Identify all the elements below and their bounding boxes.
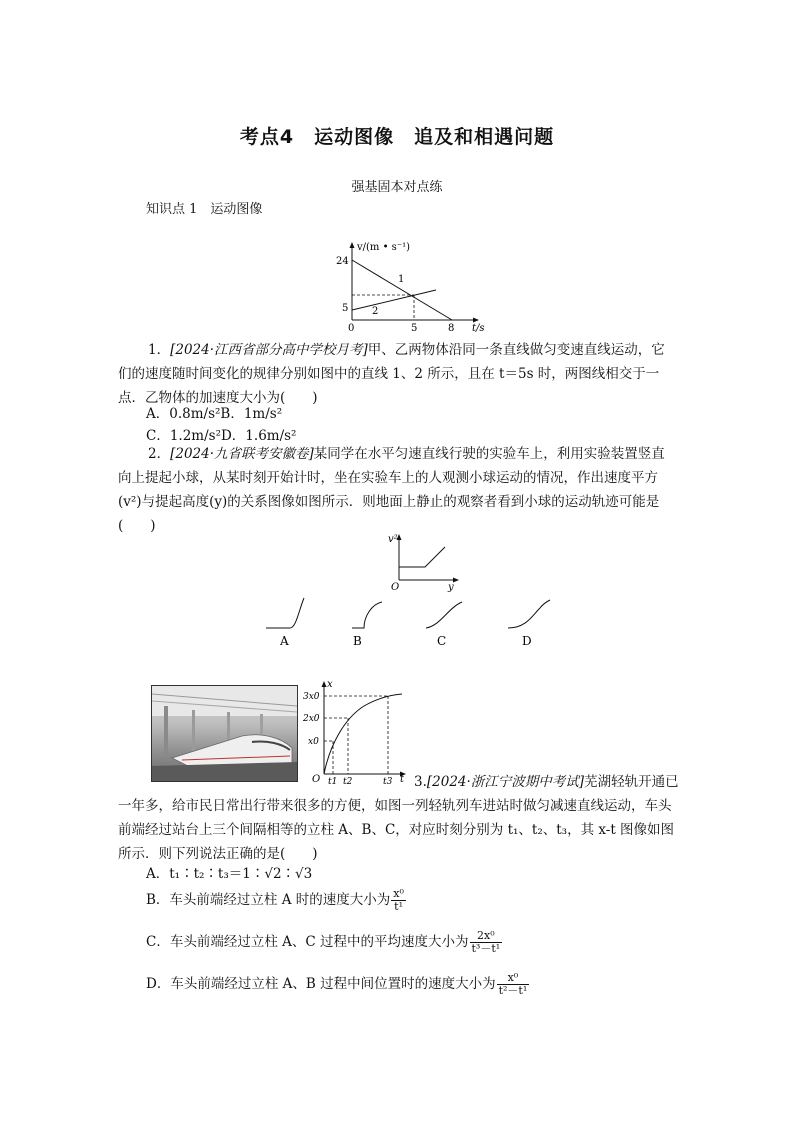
question-3-body: 一年多，给市民日常出行带来很多的方便，如图一列轻轨列车进站时做匀减速直线运动，车头前端经过站台上三个间隔相等的立柱 A、B、C，对应时刻分别为 t₁、t₂、t₃，其 x-t 图像如图所示．则下列说法正确的是( )	[118, 798, 675, 862]
fig1-y-tick-5: 5	[342, 303, 349, 314]
fig1-line-2	[352, 290, 436, 310]
question-1	[118, 338, 678, 410]
train-photo-drawing	[152, 686, 297, 781]
fig3-y-tick-2x0: 2x0	[303, 714, 320, 724]
choice-a-label: A	[280, 634, 289, 648]
fig2-x-arrow	[453, 578, 459, 583]
q1-text: 甲、乙两物体沿同一条直线做匀变速直线运动，它们的速度随时间变化的规律分别如图中的直线 1、2 所示，且在 t＝5s 时，两图线相交于一点．乙物体的加速度大小为( )	[118, 342, 665, 406]
question-2	[118, 442, 678, 538]
page-title: 考点4 运动图像 追及和相遇问题	[239, 126, 555, 148]
q3-source: [2024·浙江宁波期中考试]	[426, 774, 585, 790]
fig3-y-tick-3x0: 3x0	[303, 692, 320, 702]
fig1-x-tick-5: 5	[411, 323, 418, 334]
trajectory-c	[426, 602, 462, 628]
q2-number: 2．	[148, 446, 171, 462]
choice-d-label: D	[522, 634, 532, 648]
q2-source: [2024·九省联考安徽卷]	[170, 446, 314, 462]
q3-option-c	[146, 930, 502, 955]
fig3-x-tick-t2: t2	[343, 777, 353, 786]
fig3-x-tick-t3: t3	[383, 777, 393, 786]
q2-trajectory-choices	[260, 592, 560, 652]
q3-option-b-den: t¹	[394, 900, 403, 913]
fig1-line-1-label: 1	[398, 274, 405, 285]
choice-c-label: C	[437, 634, 447, 648]
q3-option-c-fraction	[470, 930, 503, 955]
fig1-y-label: v/(m • s⁻¹)	[357, 242, 410, 253]
question-3-lead	[414, 770, 680, 794]
figure-3-xt-graph	[300, 676, 412, 786]
q3-option-d-den: t²－t¹	[498, 984, 528, 997]
q3-option-b-fraction	[391, 888, 406, 913]
section-heading: 强基固本对点练	[351, 180, 443, 195]
q3-option-d-fraction	[497, 972, 530, 997]
figure-1-vt-graph	[330, 238, 490, 334]
fig2-origin: O	[391, 582, 400, 592]
fig3-curve	[324, 694, 402, 774]
fig1-x-label: t/s	[472, 323, 485, 334]
q3-option-c-text: C．车头前端经过立柱 A、C 过程中的平均速度大小为	[146, 934, 469, 950]
fig3-origin: O	[312, 774, 321, 785]
figure-2-v2-y-graph	[385, 530, 465, 592]
q3-option-d	[146, 972, 529, 997]
q3-option-c-den: t³－t¹	[471, 942, 501, 955]
q3-option-b-num: x⁰	[393, 887, 404, 900]
q3-option-b	[146, 888, 406, 913]
q3-number: 3.	[414, 774, 427, 790]
fig1-line-1	[352, 260, 452, 320]
fig3-x-label: t	[400, 774, 405, 785]
fig1-line-2-label: 2	[372, 306, 379, 317]
fig3-y-arrow	[322, 681, 327, 687]
q3-option-d-num: x⁰	[497, 972, 530, 985]
q3-option-a: A．t₁∶t₂∶t₃＝1∶√2∶√3	[146, 866, 313, 882]
trajectory-d	[508, 600, 550, 628]
q3-option-d-text: D．车头前端经过立柱 A、B 过程中间位置时的速度大小为	[146, 976, 496, 992]
fig3-y-tick-x0: x0	[308, 737, 319, 747]
trajectory-a	[266, 598, 304, 628]
fig1-x-arrow	[473, 318, 479, 323]
fig2-x-label: y	[448, 582, 454, 592]
fig3-y-label: x	[327, 679, 333, 690]
fig1-x-tick-8: 8	[448, 323, 455, 334]
fig1-y-tick-24: 24	[336, 256, 349, 267]
choice-b-label: B	[353, 634, 362, 648]
q1-option-cd: C．1.2m/s²D．1.6m/s²	[146, 428, 297, 444]
q1-source: [2024·江西省部分高中学校月考]	[170, 342, 368, 358]
q3-option-c-num: 2x⁰	[470, 930, 503, 943]
fig3-x-tick-t1: t1	[328, 777, 338, 786]
fig1-x-tick-0: 0	[348, 323, 355, 334]
q3-text-lead: 芜湖轻轨开通已	[584, 774, 679, 790]
q3-option-b-text: B．车头前端经过立柱 A 时的速度大小为	[146, 892, 391, 908]
train-photo	[151, 685, 298, 782]
trajectory-b	[352, 602, 382, 628]
fig2-y-label: v²	[388, 534, 398, 545]
q1-option-ab: A．0.8m/s²B．1m/s²	[146, 406, 283, 422]
fig2-curve	[399, 547, 445, 567]
q1-number: 1．	[148, 342, 171, 358]
fig1-y-arrow	[350, 242, 355, 248]
q2-text: 某同学在水平匀速直线行驶的实验车上，利用实验装置竖直向上提起小球，从某时刻开始计时，坐在实验车上的人观测小球运动的情况，作出速度平方(v²)与提起高度(y)的关系图像如图所示．则地面上静止的观察者看到小球的运动轨迹可能是( )	[118, 446, 665, 534]
knowledge-point-heading: 知识点 1 运动图像	[146, 202, 263, 217]
